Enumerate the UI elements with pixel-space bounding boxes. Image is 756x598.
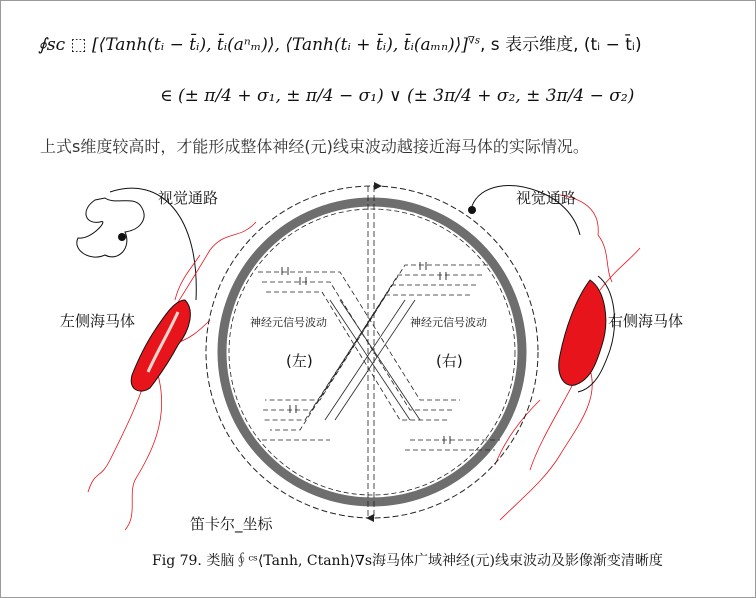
visual-path-left-label: 视觉通路 [158, 189, 219, 207]
explanation-paragraph: 上式s维度较高时，才能形成整体神经(元)线束波动越接近海马体的实际情况。 [40, 137, 589, 156]
formula-tail: , s 表示维度, (tᵢ − t̄ᵢ) [480, 35, 642, 55]
side-right-label: (右) [436, 352, 463, 370]
inner-dashed-circle [229, 209, 515, 495]
formula-range: ∈ (± π/4 + σ₁, ± π/4 − σ₁) ∨ (± 3π/4 + σ₂, ± 3π/4 − σ₂) [160, 86, 635, 106]
right-hippocampus-label: 右侧海马体 [608, 312, 684, 330]
left-hippocampus-label: 左侧海马体 [60, 312, 136, 330]
bottom-arrow [366, 514, 374, 522]
outer-dashed-circle [206, 186, 538, 518]
wave-label-right: 神经元信号波动 [410, 316, 487, 329]
coordinate-label: 笛卡尔_坐标 [190, 515, 273, 533]
solid-crossing-lines [325, 300, 420, 420]
left-red-fiber-3 [125, 375, 162, 530]
formula-superscript: ∇s [467, 35, 480, 47]
left-visual-dot [118, 233, 126, 241]
top-arrow [374, 182, 382, 190]
thick-ring [222, 202, 522, 502]
right-hippocampus-shape [559, 280, 606, 385]
wave-label-left: 神经元信号波动 [250, 316, 327, 329]
visual-path-right-label: 视觉通路 [516, 189, 577, 207]
left-wave-bundle [258, 272, 460, 420]
bottom-wave-bundle [262, 440, 500, 450]
side-left-label: (左) [286, 352, 313, 370]
left-visual-scribble [77, 198, 144, 257]
right-visual-dot [468, 206, 476, 214]
right-red-fiber-1 [560, 195, 612, 282]
figure-caption: Fig 79. 类脑∮ᶜˢ⟨Tanh, Ctanh⟩∇s海马体广域神经(元)线束波动及影像渐变清晰度 [152, 553, 663, 569]
formula-main: ∮ꜱᴄ ⬚ [⟨Tanh(tᵢ − t̄ᵢ), t̄ᵢ(aⁿₘ)⟩, ⟨Tanh(tᵢ + t̄ᵢ), t̄ᵢ(aₘₙ)⟩] [38, 35, 468, 55]
